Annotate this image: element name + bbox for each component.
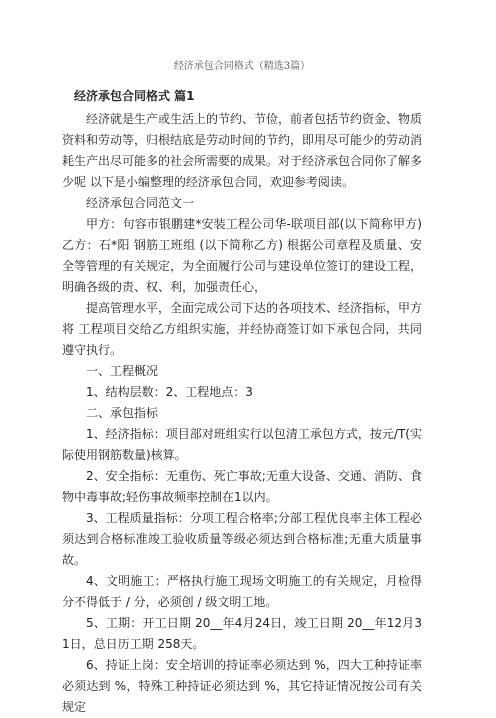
paragraph: 经济就是生产或生活上的节约、节俭，前者包括节约资金、物质资料和劳动等，归根结底是劳动时间的节约，即用尽可能少的劳动消耗生产出尽可能多的社会所需要的成果。对于经济承包合同你了解多少呢 以下是小编整理的经济承包合同，欢迎参考阅读。 [62,112,423,189]
paragraph: 1、经济指标：项目部对班组实行以包清工承包方式，按元/T(实际使用钢筋数量)核算。 [62,427,422,462]
article-body [62,109,422,718]
paragraph: 一、工程概况 [86,364,159,378]
paragraph: 经济承包合同范文一 [86,196,195,210]
paragraph: 1、结构层数：2、工程地点：3 [86,385,253,399]
paragraph: 甲方：句容市银鹏建*安装工程公司华-联项目部(以下简称甲方) 乙方：石*阳 钢筋工班组 (以下简称乙方) 根据公司章程及质量、安全等管理的有关规定，为全面履行公司与建设单位签订的建设工程，明确各级的责、权、利，加强责任心， [62,217,423,294]
paragraph: 5、工期：开工日期 20__年4月24日，竣工日期 20__年12月31日，总日历工期 258天。 [62,616,422,651]
paragraph: 2、安全指标：无重伤、死亡事故;无重大设备、交通、消防、食物中毒事故;轻伤事故频率控制在1以内。 [62,469,422,504]
paragraph: 二、承包指标 [86,406,159,420]
paragraph: 6、持证上岗：安全培训的持证率必须达到 %，四大工种持证率必须达到 %，特殊工种持证必须达到 %，其它持证情况按公司有关规定 [62,658,422,714]
paragraph: 提高管理水平，全面完成公司下达的各项技术、经济指标，甲方将 工程项目交给乙方组织实施，并经协商签订如下承包合同，共同遵守执行。 [62,301,423,357]
paragraph: 3、工程质量指标：分项工程合格率;分部工程优良率主体工程必须达到合格标准竣工验收质量等级必须达到合格标准;无重大质量事故。 [62,511,422,567]
article-title: 经济承包合同格式 篇1 [74,89,195,103]
document-header: 经济承包合同格式（精选3篇） [173,61,311,72]
paragraph: 4、文明施工：严格执行施工现场文明施工的有关规定，月检得分不得低于 / 分，必须创 / 级文明工地。 [62,574,422,609]
